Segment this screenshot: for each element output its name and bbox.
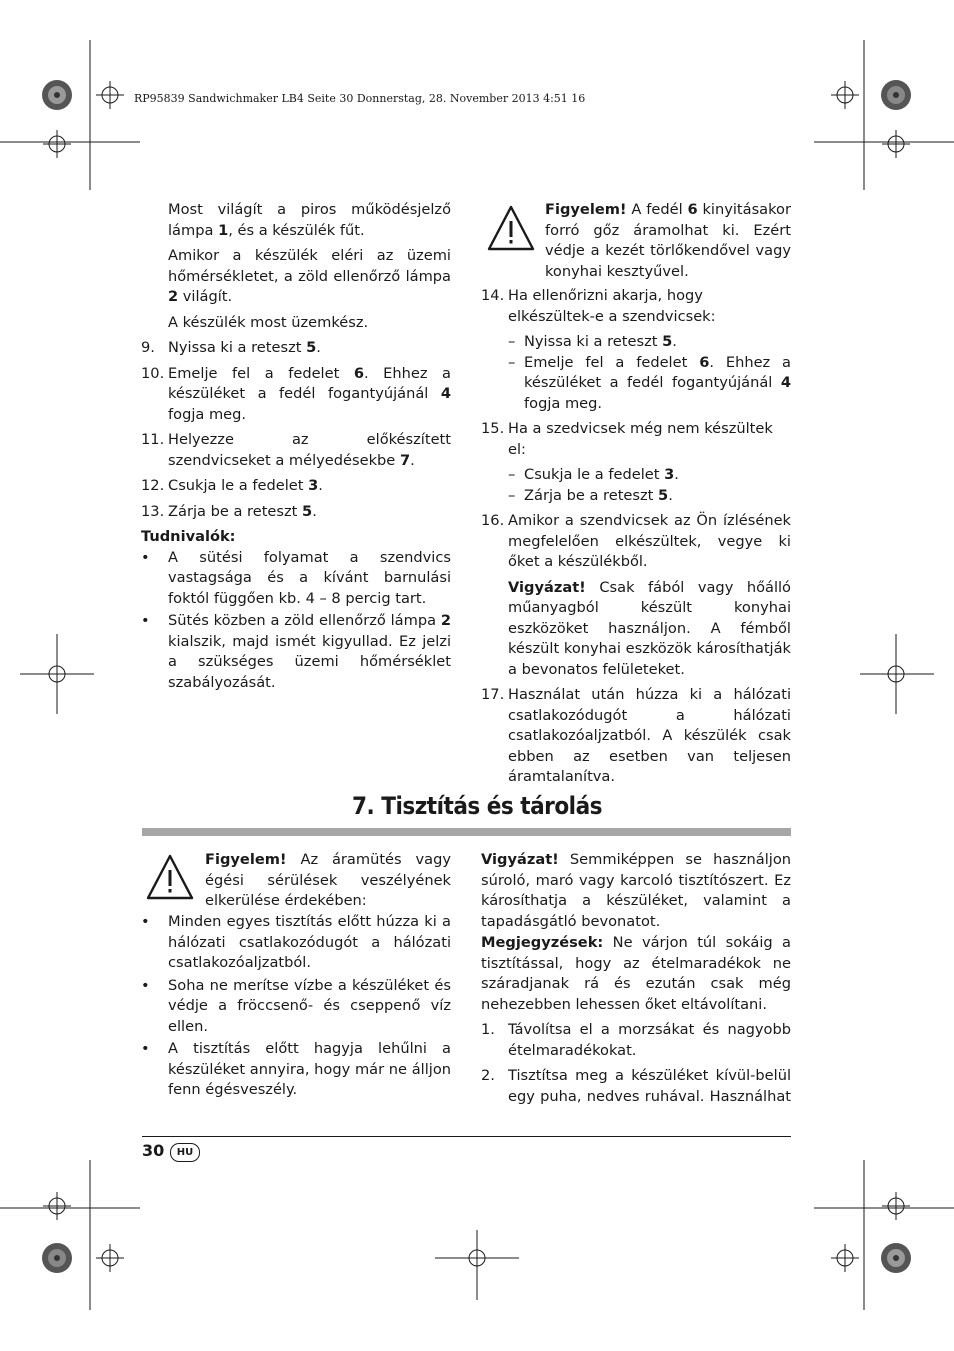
caution-paragraph: Vigyázat! Csak fából vagy hőálló műanyagból készült konyhai eszközöket használjon. A fémből készült konyhai eszközök károsíthatják a bevonatos felületeket.: [508, 578, 791, 678]
sub-item: – Zárja be a reteszt 5.: [508, 486, 673, 504]
sub-item: – Csukja le a fedelet 3.: [508, 466, 679, 483]
list-item: 15. Ha a szedvicsek még nem készültek el:: [481, 420, 773, 458]
sub-item: – Nyissa ki a reteszt 5.: [508, 333, 677, 350]
notes-heading: Tudnivalók:: [141, 528, 236, 545]
section-title: 7. Tisztítás és tárolás: [352, 792, 602, 820]
print-header: RP95839 Sandwichmaker LB4 Seite 30 Donnerstag, 28. November 2013 4:51 16: [134, 92, 586, 105]
bullet-item: • A tisztítás előtt hagyja lehűlni a készüléket annyira, hogy már ne álljon fenn égésveszély.: [141, 1040, 451, 1098]
warning-icon: [486, 204, 536, 252]
list-item: 2. Tisztítsa meg a készüléket kívül-belül egy puha, nedves ruhával. Használhat: [481, 1067, 791, 1105]
caution-paragraph: Vigyázat! Semmiképpen se használjon súroló, maró vagy karcoló tisztítószert. Ez károsíthatja a készüléket, valamint a tapadásgátló bevonatot.: [481, 851, 791, 930]
list-item: 12. Csukja le a fedelet 3.: [141, 477, 323, 494]
language-badge: HU: [170, 1143, 200, 1162]
section-rule: [142, 828, 791, 836]
list-item: 16. Amikor a szendvicsek az Ön ízlésének megfelelően elkészültek, vegye ki őket a készülékből.: [481, 512, 791, 570]
left-column: [141, 200, 451, 693]
bottom-left-list: [141, 912, 451, 1101]
paragraph: Amikor a készülék eléri az üzemi hőmérsékletet, a zöld ellenőrző lámpa 2 világít.: [168, 247, 451, 305]
warning-icon: [145, 853, 195, 901]
bullet-item: • Minden egyes tisztítás előtt húzza ki a hálózati csatlakozódugót a hálózati csatlakozóaljzatból.: [141, 913, 451, 971]
warning-text: Figyelem! Az áramütés vagy égési sérülések veszélyének elkerülése érdekében:: [205, 851, 451, 909]
note-paragraph: Megjegyzések: Ne várjon túl sokáig a tisztítással, hogy az ételmaradékok ne száradjanak rá és ezután csak még nehezebben lehessen őket eltávolítani.: [481, 934, 791, 1013]
bullet-item: • Sütés közben a zöld ellenőrző lámpa 2 kialszik, majd ismét kigyullad. Ez jelzi a szükséges üzemi hőmérséklet szabályozását.: [141, 612, 451, 691]
list-item: 1. Távolítsa el a morzsákat és nagyobb ételmaradékokat.: [481, 1021, 791, 1059]
sub-item: – Emelje fel a fedelet 6. Ehhez a készüléket a fedél fogantyújánál 4 fogja meg.: [508, 353, 792, 412]
list-item: 14. Ha ellenőrizni akarja, hogy elkészültek-e a szendvicsek:: [481, 287, 716, 325]
list-item: 13. Zárja be a reteszt 5.: [141, 502, 317, 520]
paragraph: A készülék most üzemkész.: [168, 313, 369, 331]
paragraph: Most világít a piros működésjelző lámpa 1, és a készülék fűt.: [168, 201, 451, 239]
list-item: 9. Nyissa ki a reteszt 5.: [141, 339, 321, 356]
bullet-item: • A sütési folyamat a szendvics vastagsága és a kívánt barnulási foktól függően kb. 4 – 8 percig tart.: [141, 548, 451, 607]
bottom-right-column: [481, 850, 791, 1107]
bullet-item: • Soha ne merítse vízbe a készüléket és védje a fröccsenő- és cseppenő víz ellen.: [141, 976, 451, 1035]
footer-rule: [142, 1136, 791, 1137]
list-item: 11. Helyezze az előkészített szendvicseket a mélyedésekbe 7.: [141, 431, 451, 469]
page-number: 30: [142, 1141, 165, 1160]
right-column: [481, 286, 791, 788]
warning-text: Figyelem! A fedél 6 kinyitásakor forró gőz áramolhat ki. Ezért védje a kezét törlőkendővel vagy konyhai kesztyűvel.: [545, 201, 791, 280]
list-item: 17. Használat után húzza ki a hálózati csatlakozódugót a hálózati csatlakozóaljzatból. A készülék csak ebben az esetben van teljesen áramtalanítva.: [481, 686, 791, 785]
list-item: 10. Emelje fel a fedelet 6. Ehhez a készüléket a fedél fogantyújánál 4 fogja meg.: [141, 364, 451, 423]
